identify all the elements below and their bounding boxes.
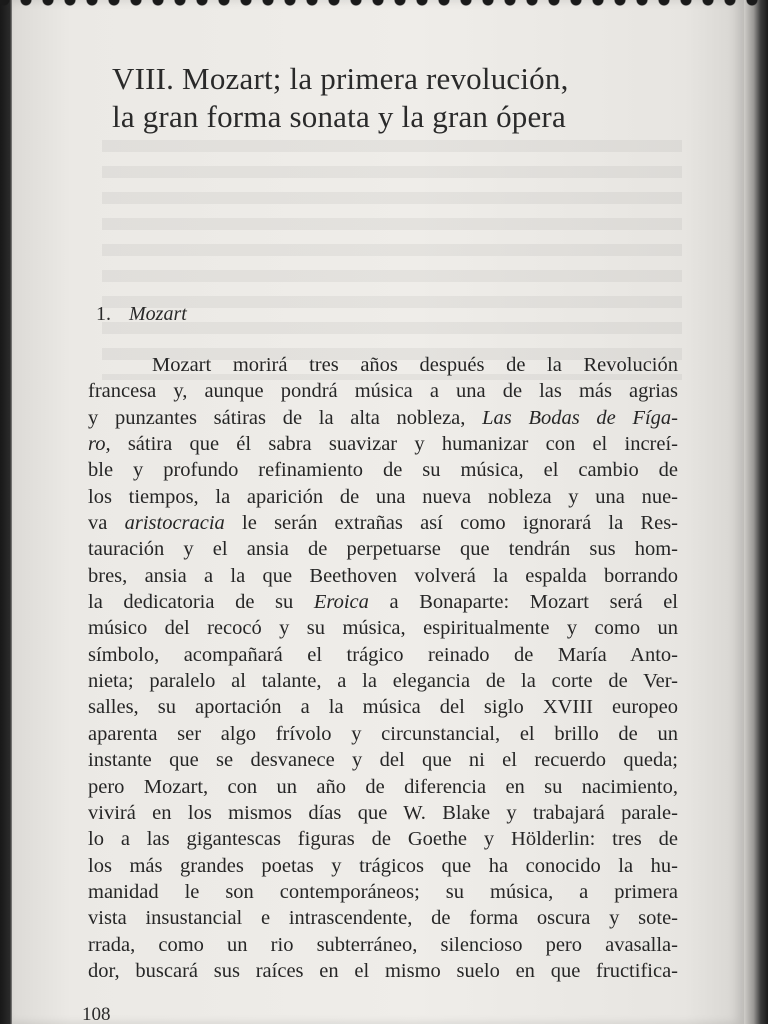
italic-work-title: ro, bbox=[88, 433, 111, 456]
text-line: ro, sátira que él sabra suavizar y humanizar con el increí- bbox=[88, 433, 678, 456]
section-title: Mozart bbox=[129, 303, 187, 325]
spiral-binding-edge bbox=[0, 0, 768, 14]
italic-work-title: Eroica bbox=[313, 591, 369, 614]
chapter-title bbox=[112, 60, 712, 136]
text-line: vivirá en los mismos días que W. Blake y trabajará parale- bbox=[88, 801, 678, 824]
text-line: rrada, como un rio subterráneo, silencioso pero avasalla- bbox=[88, 933, 678, 956]
section-heading bbox=[96, 303, 187, 326]
text-line: lo a las gigantescas figuras de Goethe y Hölderlin: tres de bbox=[88, 828, 678, 851]
book-page bbox=[12, 0, 744, 1024]
text-line: vista insustancial e intrascendente, de forma oscura y sote- bbox=[88, 907, 678, 930]
section-number: 1. bbox=[96, 303, 111, 325]
text-line: bres, ansia a la que Beethoven volverá la espalda borrando bbox=[88, 564, 678, 587]
text-line: y punzantes sátiras de la alta nobleza, Las Bodas de Fíga- bbox=[88, 406, 678, 429]
text-line: va aristocracia le serán extrañas así como ignorará la Res- bbox=[88, 512, 679, 535]
page-edge-shadow bbox=[744, 0, 768, 1024]
text-line: instante que se desvanece y del que ni el recuerdo queda; bbox=[88, 749, 678, 772]
text-line: dor, buscará sus raíces en el mismo suelo en que fructifica- bbox=[88, 959, 678, 982]
text-line: la dedicatoria de su Eroica a Bonaparte: Mozart será el bbox=[88, 591, 678, 614]
text-line: músico del recocó y su música, espiritualmente y como un bbox=[88, 617, 678, 640]
text-line: los tiempos, la aparición de una nueva nobleza y una nue- bbox=[88, 485, 678, 508]
body-paragraph bbox=[88, 352, 678, 984]
bleed-through-text bbox=[102, 140, 682, 380]
text-line: nieta; paralelo al talante, a la elegancia de la corte de Ver- bbox=[88, 670, 678, 693]
text-line: ble y profundo refinamiento de su música, el cambio de bbox=[88, 459, 678, 482]
text-line: Mozart morirá tres años después de la Revolución bbox=[152, 354, 678, 376]
text-line: tauración y el ansia de perpetuarse que tendrán sus hom- bbox=[88, 538, 678, 561]
italic-work-title: Las Bodas de Fíga- bbox=[482, 406, 678, 429]
page-number: 108 bbox=[82, 1004, 111, 1024]
text-line: símbolo, acompañará el trágico reinado de María Anto- bbox=[88, 643, 678, 666]
text-line: los más grandes poetas y trágicos que ha conocido la hu- bbox=[88, 854, 678, 877]
chapter-title-line-1: VIII. Mozart; la primera revolución, bbox=[112, 61, 569, 96]
text-line: manidad le son contemporáneos; su música, a primera bbox=[88, 880, 678, 903]
text-line: pero Mozart, con un año de diferencia en su nacimiento, bbox=[88, 775, 678, 798]
text-line: aparenta ser algo frívolo y circunstancial, el brillo de un bbox=[88, 722, 678, 745]
text-line: salles, su aportación a la música del siglo XVIII europeo bbox=[88, 696, 678, 719]
text-line: francesa y, aunque pondrá música a una de las más agrias bbox=[88, 380, 678, 403]
chapter-title-line-2: la gran forma sonata y la gran ópera bbox=[112, 99, 566, 134]
italic-term: aristocracia bbox=[124, 512, 225, 535]
